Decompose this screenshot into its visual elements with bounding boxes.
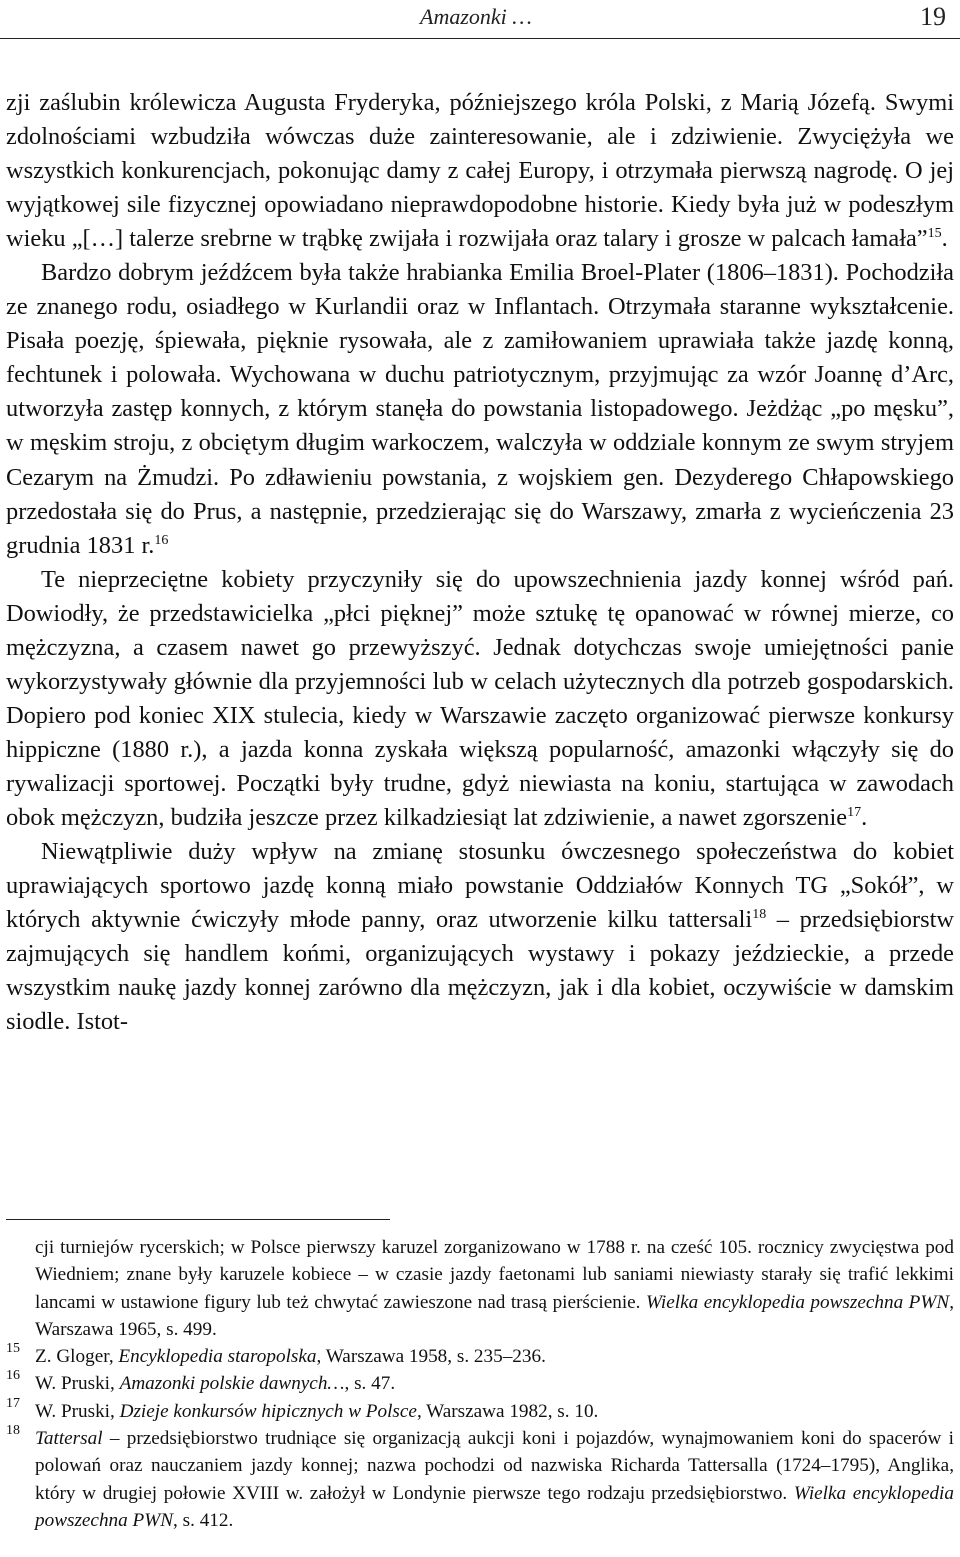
footnote-source: Wielka encyklopedia powszechna PWN <box>645 1291 950 1313</box>
footnote-text: , s. 47. <box>344 1373 396 1395</box>
footnote-text: cji turniejów rycerskich; w Polsce pierwszy karuzel zorganizowano w 1788 r. na cześć 105. rocznicy zwycięstwa pod Wiedniem; znane były karuzele kobiece – w czasie jazdy faetonami lub saniami niewiasty starały się trafić lekkimi lancami w ustawione figury lub też chwytać zawieszone nad trasą pierścienie. <box>35 1237 954 1313</box>
footnote-text: , s. 412. <box>173 1509 234 1531</box>
footnote-ref-18: 18 <box>752 907 767 922</box>
paragraph-text: . <box>861 803 868 831</box>
footnote-continuation <box>6 1234 954 1343</box>
footnote-number: 17 <box>6 1395 20 1411</box>
page-number: 19 <box>920 2 946 31</box>
paragraph-text: Niewątpliwie duży wpływ na zmianę stosunku ówczesnego społeczeństwa do kobiet uprawiających sportowo jazdę konną miało powstanie Oddziałów Konnych TG „Sokół”, w których aktywnie ćwiczyły młode panny, oraz utworzenie kilku tattersali <box>6 838 954 934</box>
footnote-number: 16 <box>6 1368 20 1384</box>
footnote-16 <box>6 1370 954 1397</box>
paragraph-text: – przedsiębiorstw zajmujących się handlem końmi, organizujących wystawy i pokazy jeździeckie, a przede wszystkim naukę jazdy konnej zarówno dla mężczyzn, jak i dla kobiet, oczywiście w damskim siodle. Istot- <box>6 906 954 1036</box>
footnote-text: , Warszawa 1982, s. 10. <box>416 1400 599 1422</box>
paragraph-text: Te nieprzeciętne kobiety przyczyniły się do upowszechnienia jazdy konnej wśród pań. Dowiodły, że przedstawicielka „płci pięknej” może sztukę tę opanować w równej mierze, co mężczyzna, a czasem nawet go przewyższyć. Jednak dotychczas swoje umiejętności panie wykorzystywały głównie dla przyjemności lub w celach użytecznych dla potrzeb gospodarskich. Dopiero pod koniec XIX stulecia, kiedy w Warszawie zaczęto organizować pierwsze konkursy hippiczne (1880 r.), a jazda konna zyskała większą popularność, amazonki włączyły się do rywalizacji sportowej. Początki były trudne, gdyż niewiasta na koniu, startująca w zawodach obok mężczyzn, budziła jeszcze przez kilkadziesiąt lat zdziwienie, a nawet zgorszenie <box>6 565 954 831</box>
footnote-number: 15 <box>6 1341 20 1357</box>
footnote-text: , Warszawa 1958, s. 235–236. <box>316 1346 546 1368</box>
footnote-text: W. Pruski, <box>35 1400 120 1422</box>
paragraph-3 <box>6 563 954 835</box>
footnote-title: Encyklopedia staropolska <box>118 1346 317 1368</box>
footnote-term: Tattersal <box>35 1428 103 1450</box>
page-header <box>0 0 960 40</box>
footnote-text: – przedsiębiorstwo trudniące się organizacją aukcji koni i pojazdów, wynajmowaniem koni do spacerów i polowań oraz nauczaniem jazdy konnej; nazwa pochodzi od nazwiska Richarda Tattersalla (1724–1795), Anglika, który w drugiej połowie XVIII w. założył w Londynie pierwsze tego rodzaju przedsiębiorstwo. <box>35 1428 954 1504</box>
footnote-title: Amazonki polskie dawnych… <box>119 1373 345 1395</box>
footnote-ref-15: 15 <box>927 226 942 242</box>
footnote-15 <box>6 1343 954 1370</box>
footnote-text: W. Pruski, <box>35 1373 120 1395</box>
main-text <box>6 86 954 1039</box>
footnote-number: 18 <box>6 1423 20 1439</box>
footnote-18 <box>6 1425 954 1534</box>
paragraph-1 <box>6 86 954 256</box>
paragraph-text: zji zaślubin królewicza Augusta Fryderyka, późniejszego króla Polski, z Marią Józefą. Swymi zdolnościami wzbudziła wówczas duże zainteresowanie, ale i zdziwienie. Zwyciężyła we wszystkich konkurencjach, pokonując damy z całej Europy, i otrzymała pierwszą nagrodę. O jej wyjątkowej sile fizycznej opowiadano nieprawdopodobne historie. Kiedy była już w podeszłym wieku „[…] talerze srebrne w trąbkę zwijała i rozwijała oraz talary i grosze w palcach łamała” <box>6 89 954 253</box>
footnote-source: Wielka encyklopedia powszechna PWN <box>35 1482 954 1531</box>
header-rule <box>0 38 960 39</box>
footnote-ref-17: 17 <box>847 804 862 820</box>
footnotes <box>6 1234 954 1534</box>
footnote-17 <box>6 1395 954 1425</box>
footnote-ref-16: 16 <box>154 532 169 548</box>
paragraph-2 <box>6 256 954 562</box>
paragraph-4 <box>6 835 954 1039</box>
paragraph-text: . <box>941 225 948 253</box>
footnote-text: , Warszawa 1965, s. 499. <box>35 1291 954 1340</box>
running-title: Amazonki … <box>420 4 532 29</box>
paragraph-text: Bardzo dobrym jeźdźcem była także hrabianka Emilia Broel-Plater (1806–1831). Pochodziła ze znanego rodu, osiadłego w Kurlandii oraz w Inflantach. Otrzymała staranne wykształcenie. Pisała poezję, śpiewała, pięknie rysowała, ale z zamiłowaniem uprawiała także jazdę konną, fechtunek i polowała. Wychowana w duchu patriotycznym, przyjmując za wzór Joannę d’Arc, utworzyła zastęp konnych, z którym stanęła do powstania listopadowego. Jeżdżąc „po męsku”, w męskim stroju, z obciętym długim warkoczem, walczyła w oddziale konnym ze swym stryjem Cezarym na Żmudzi. Po zdławieniu powstania, z wojskiem gen. Dezyderego Chłapowskiego przedostała się do Prus, a następnie, przedzierając się do Warszawy, zmarła z wycieńczenia 23 grudnia 1831 r. <box>6 259 954 559</box>
footnote-text: Z. Gloger, <box>35 1346 119 1368</box>
footnote-title: Dzieje konkursów hipicznych w Polsce <box>119 1400 417 1422</box>
footnote-separator <box>6 1219 390 1220</box>
